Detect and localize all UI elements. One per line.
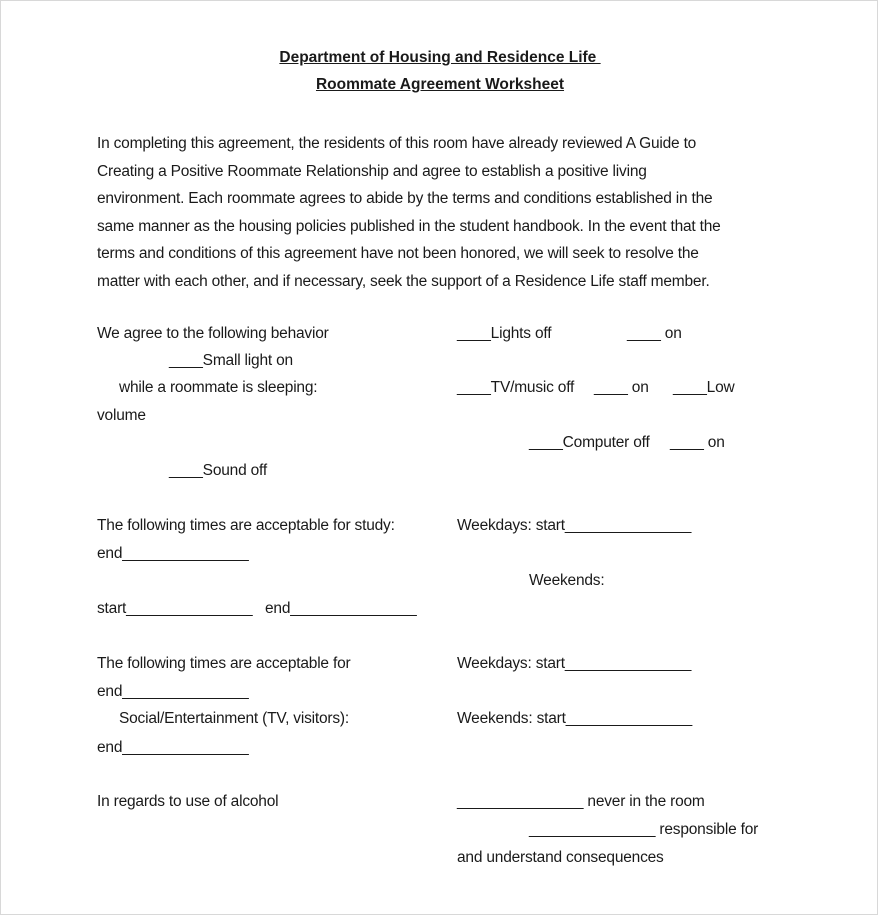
intro-line: same manner as the housing policies published in the student handbook. In the event that the [97,217,721,235]
alcohol-consequences-text: and understand consequences [457,849,664,866]
intro-line: environment. Each roommate agrees to abide by the terms and conditions established in the [97,190,713,208]
social-weekdays-end: end_______________ [97,683,249,700]
while-sleeping-label: while a roommate is sleeping: [119,379,318,396]
department-title: Department of Housing and Residence Life [279,49,601,66]
tv-off-option: ____TV/music off [457,379,575,396]
small-light-option: ____Small light on [169,352,293,369]
social-label: The following times are acceptable for [97,655,351,672]
computer-off-option: ____Computer off [529,434,650,451]
sound-off-option: ____Sound off [169,462,267,479]
intro-line: matter with each other, and if necessary, seek the support of a Residence Life staff member. [97,272,710,290]
lights-off-option: ____Lights off [457,325,552,342]
study-weekdays-end: end_______________ [97,545,249,562]
social-weekends-start: Weekends: start_______________ [457,710,693,727]
alcohol-responsible-option: _______________ responsible for [529,821,759,838]
alcohol-never-option: _______________ never in the room [457,793,705,810]
behavior-label: We agree to the following behavior [97,325,329,342]
study-weekends-end: end_______________ [265,600,417,617]
alcohol-label: In regards to use of alcohol [97,793,279,810]
social-weekdays-start: Weekdays: start_______________ [457,655,692,672]
worksheet-title: Roommate Agreement Worksheet [315,76,565,93]
computer-on-option: ____ on [670,434,725,451]
intro-line: terms and conditions of this agreement have not been honored, we will seek to resolve the [97,245,699,263]
intro-line: In completing this agreement, the residents of this room have already reviewed A Guide to [97,135,697,152]
study-weekdays-start: Weekdays: start_______________ [457,517,692,534]
intro-line: Creating a Positive Roommate Relationship and agree to establish a positive living [97,162,647,180]
tv-low-option: ____Low [673,379,735,396]
social-weekends-end: end_______________ [97,739,249,756]
tv-on-option: ____ on [594,379,649,396]
volume-label: volume [97,407,146,424]
social-sub-label: Social/Entertainment (TV, visitors): [119,710,349,727]
intro-paragraph [97,130,787,296]
lights-on-option: ____ on [627,325,682,342]
study-weekends-label: Weekends: [529,572,605,589]
study-weekends-start: start_______________ [97,600,253,617]
study-label: The following times are acceptable for study: [97,517,395,534]
